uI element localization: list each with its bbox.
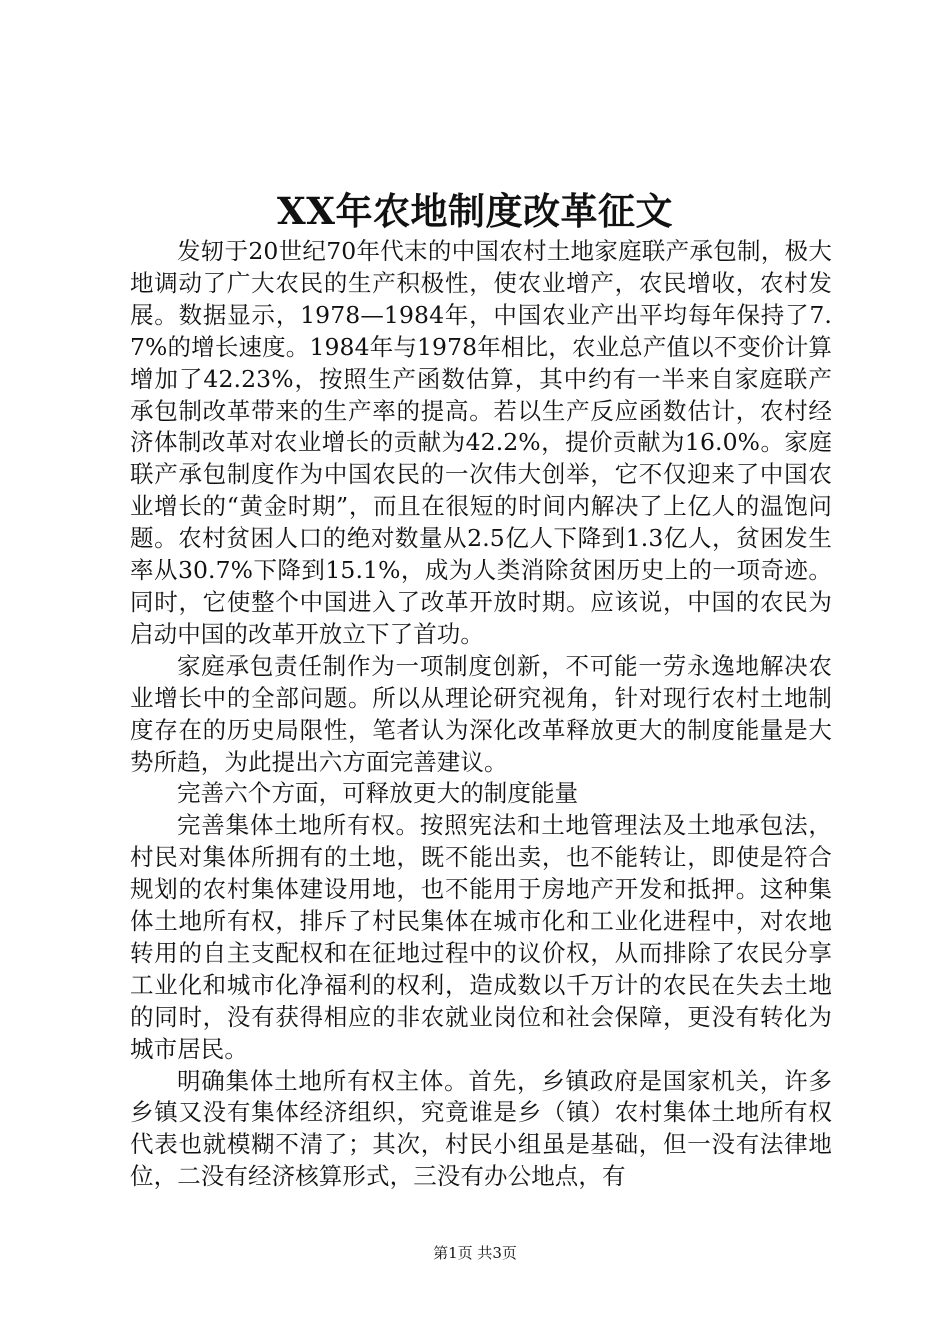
page-footer: 第1页 共3页 <box>433 1244 517 1262</box>
paragraph: 明确集体土地所有权主体。首先，乡镇政府是国家机关，许多乡镇又没有集体经济组织，究竟谁是乡（镇）农村集体土地所有权代表也就模糊不清了；其次，村民小组虽是基础，但一没有法律地位，二没有经济核算形式，三没有办公地点，有 <box>130 1066 832 1191</box>
document-title: XX年农地制度改革征文 <box>277 189 673 233</box>
paragraph: 完善集体土地所有权。按照宪法和土地管理法及土地承包法，村民对集体所拥有的土地，既不能出卖，也不能转让，即使是符合规划的农村集体建设用地，也不能用于房地产开发和抵押。这种集体土地所有权，排斥了村民集体在城市化和工业化进程中，对农地转用的自主支配权和在征地过程中的议价权，从而排除了农民分享工业化和城市化净福利的权利，造成数以千万计的农民在失去土地的同时，没有获得相应的非农就业岗位和社会保障，更没有转化为城市居民。 <box>130 811 832 1063</box>
section-heading: 完善六个方面，可释放更大的制度能量 <box>177 779 579 808</box>
paragraph: 发轫于20世纪70年代末的中国农村土地家庭联产承包制，极大地调动了广大农民的生产积极性，使农业增产，农民增收，农村发展。数据显示，1978—1984年，中国农业产出平均每年保持了7.7%的增长速度。1984年与1978年相比，农业总产值以不变价计算增加了42.23%，按照生产函数估算，其中约有一半来自家庭联产承包制改革带来的生产率的提高。若以生产反应函数估计，农村经济体制改革对农业增长的贡献为42.2%，提价贡献为16.0%。家庭联产承包制度作为中国农民的一次伟大创举，它不仅迎来了中国农业增长的“黄金时期”，而且在很短的时间内解决了上亿人的温饱问题。农村贫困人口的绝对数量从2.5亿人下降到1.3亿人，贫困发生率从30.7%下降到15.1%，成为人类消除贫困历史上的一项奇迹。同时，它使整个中国进入了改革开放时期。应该说，中国的农民为启动中国的改革开放立下了首功。 <box>130 237 832 648</box>
document-body <box>130 236 832 1193</box>
paragraph: 家庭承包责任制作为一项制度创新，不可能一劳永逸地解决农业增长中的全部问题。所以从理论研究视角，针对现行农村土地制度存在的历史局限性，笔者认为深化改革释放更大的制度能量是大势所趋，为此提出六方面完善建议。 <box>130 651 832 776</box>
